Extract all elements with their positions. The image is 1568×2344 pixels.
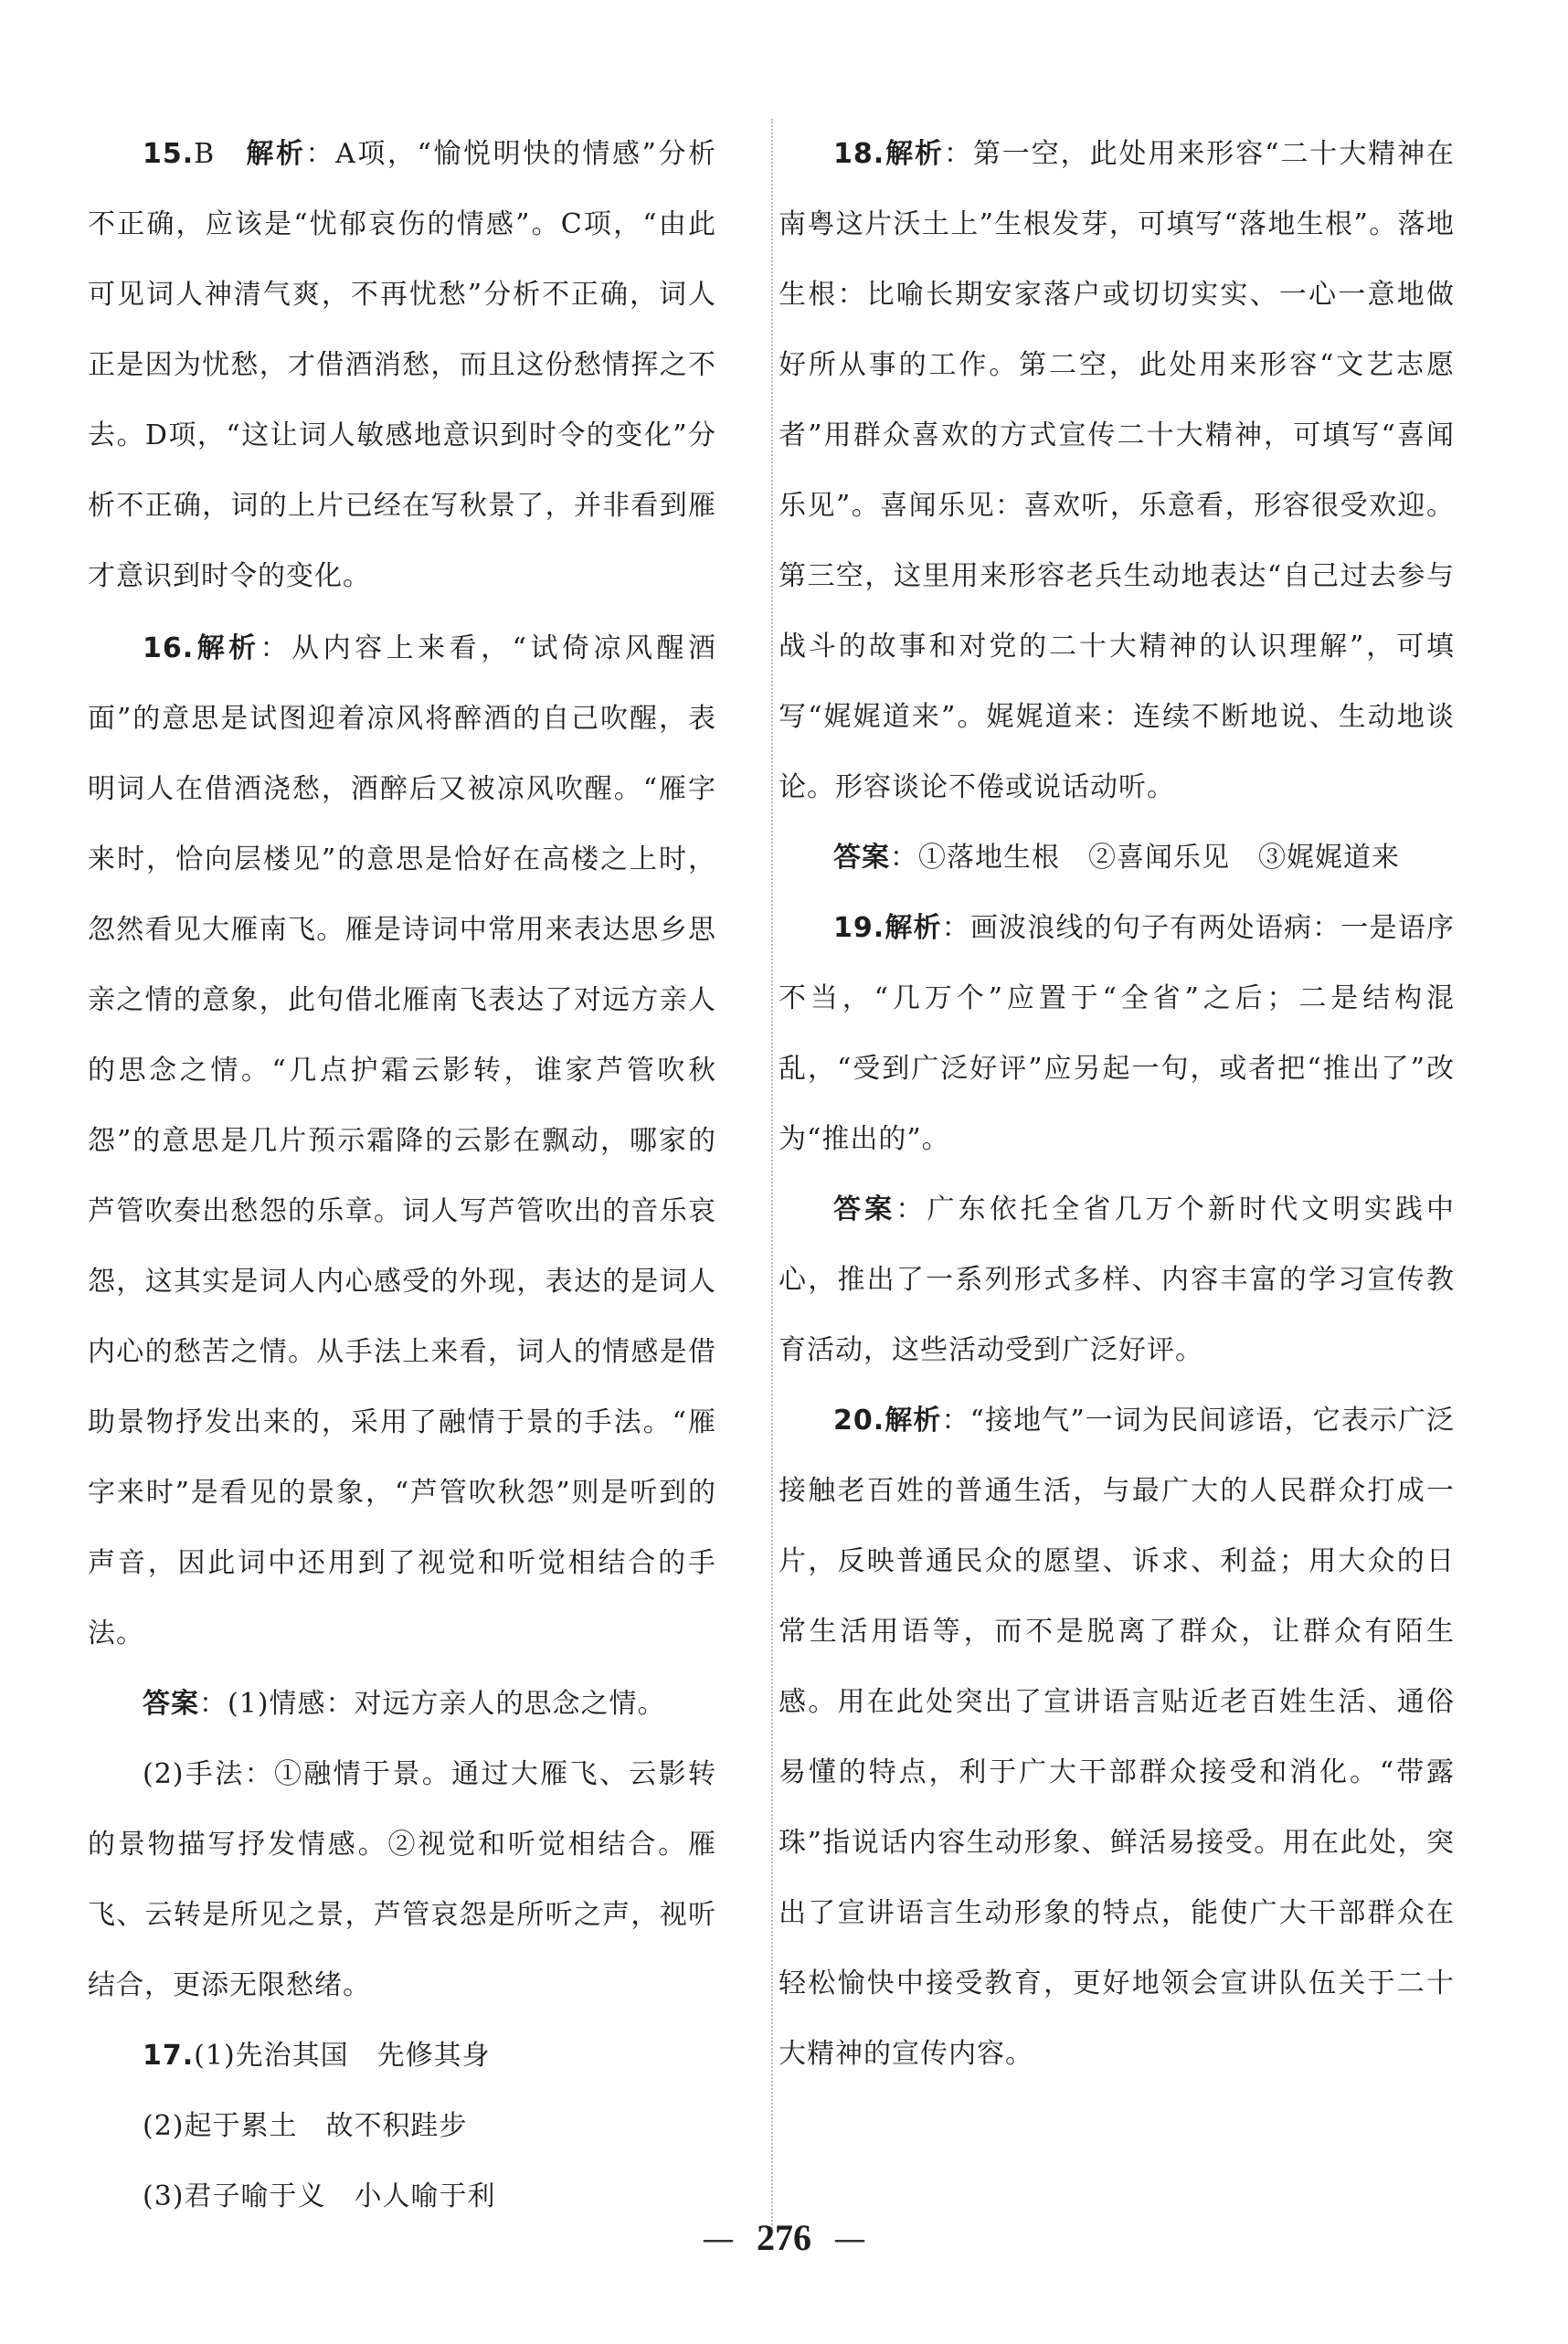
- q20-number: 20.: [833, 1405, 885, 1437]
- q16-analysis-text: 从内容上来看，“试倚凉风醒酒面”的意思是试图迎着凉风将醉酒的自己吹醒，表明词人在借酒浇愁，酒醉后又被凉风吹醒。“雁字来时，恰向层楼见”的意思是恰好在高楼之上时，忽然看见大雁南飞。雁是诗词中常用来表达思乡思亲之情的意象，此句借北雁南飞表达了对远方亲人的思念之情。“几点护霜云影转，谁家芦管吹秋怨”的意思是几片预示霜降的云影在飘动，哪家的芦管吹奏出愁怨的乐章。词人写芦管吹出的音乐哀怨，这其实是词人内心感受的外现，表达的是词人内心的愁苦之情。从手法上来看，词人的情感是借助景物抒发出来的，采用了融情于景的手法。“雁字来时”是看见的景象，“芦管吹秋怨”则是听到的声音，因此词中还用到了视觉和听觉相结合的手法。: [88, 632, 716, 1649]
- two-column-body: [88, 119, 1499, 2232]
- q15-colon: ：: [305, 138, 336, 170]
- q18-answer: [779, 822, 1455, 893]
- q19-analysis-text: 画波浪线的句子有两处语病：一是语序不当，“几万个”应置于“全省”之后；二是结构混乱，“受到广泛好评”应另起一句，或者把“推出了”改为“推出的”。: [779, 912, 1456, 1155]
- q15-answer-letter: B: [194, 138, 216, 170]
- q18-number: 18.: [833, 138, 885, 170]
- q19-analysis: [779, 893, 1455, 1174]
- q15-number: 15.: [143, 138, 195, 170]
- q16-analysis: [88, 613, 716, 1669]
- q20-analysis-text: “接地气”一词为民间谚语，它表示广泛接触老百姓的普通生活，与最广大的人民群众打成一片，反映普通民众的愿望、诉求、利益；用大众的日常生活用语等，而不是脱离了群众，让群众有陌生感。用在此处突出了宣讲语言贴近老百姓生活、通俗易懂的特点，利于广大干部群众接受和消化。“带露珠”指说话内容生动形象、鲜活易接受。用在此处，突出了宣讲语言生动形象的特点，能使广大干部群众在轻松愉快中接受教育，更好地领会宣讲队伍关于二十大精神的宣传内容。: [779, 1405, 1455, 2070]
- column-divider: [771, 119, 773, 2232]
- q19-answer-text: 广东依托全省几万个新时代文明实践中心，推出了一系列形式多样、内容丰富的学习宣传教育活动，这些活动受到广泛好评。: [779, 1193, 1456, 1366]
- right-column: [742, 119, 1455, 2232]
- q19-colon: ：: [941, 912, 970, 944]
- q17-line-3: (3)君子喻于义 小人喻于利: [143, 2180, 496, 2212]
- q15-analysis-text: A项，“愉悦明快的情感”分析不正确，应该是“忧郁哀伤的情感”。C项，“由此可见词人神清气爽，不再忧愁”分析不正确，词人正是因为忧愁，才借酒消愁，而且这份愁情挥之不去。D项，“这让词人敏感地意识到时令的变化”分析不正确，词的上片已经在写秋景了，并非看到雁才意识到时令的变化。: [88, 138, 717, 592]
- q16-analysis-label: 解析: [194, 632, 260, 664]
- page-number: 276: [757, 2217, 811, 2258]
- q19-answer: [779, 1174, 1455, 1385]
- q18-answer-text: ①落地生根 ②喜闻乐见 ③娓娓道来: [918, 842, 1400, 874]
- q18-colon: ：: [943, 138, 973, 170]
- q17-line-1: [88, 2021, 716, 2091]
- q18-analysis-label: 解析: [885, 138, 944, 170]
- q18-answer-label: 答案: [833, 842, 890, 874]
- footer-dash-right: —: [833, 2221, 866, 2258]
- q18-answer-colon: ：: [890, 842, 918, 874]
- q17-answer-1: (1)先治其国 先修其身: [194, 2040, 491, 2072]
- q15-analysis-label: 解析: [246, 138, 306, 170]
- page-footer: [0, 2216, 1568, 2259]
- q20-colon: ：: [941, 1405, 970, 1437]
- left-column: [88, 119, 742, 2232]
- q18-analysis: [779, 119, 1455, 822]
- q20-analysis-label: 解析: [885, 1405, 942, 1437]
- q16-answer: [88, 1669, 716, 1739]
- q17-line-2: (2)起于累土 故不积跬步: [143, 2110, 468, 2142]
- q16-answer-1: (1)情感：对远方亲人的思念之情。: [228, 1688, 666, 1720]
- footer-dash-left: —: [702, 2221, 735, 2258]
- q17-number: 17.: [143, 2040, 195, 2072]
- q16-number: 16.: [143, 632, 195, 664]
- q20-analysis: [779, 1385, 1455, 2089]
- q16-answer-colon: ：: [199, 1688, 228, 1720]
- q19-answer-label: 答案: [833, 1193, 896, 1225]
- q16-answer-label: 答案: [143, 1688, 199, 1720]
- q19-number: 19.: [833, 912, 885, 944]
- q15-analysis: [88, 119, 716, 611]
- q16-colon: ：: [260, 632, 292, 664]
- q19-analysis-label: 解析: [885, 912, 942, 944]
- q19-answer-colon: ：: [895, 1193, 927, 1225]
- q18-analysis-text: 第一空，此处用来形容“二十大精神在南粤这片沃土上”生根发芽，可填写“落地生根”。落地生根：比喻长期安家落户或切切实实、一心一意地做好所从事的工作。第二空，此处用来形容“文艺志愿者”用群众喜欢的方式宣传二十大精神，可填写“喜闻乐见”。喜闻乐见：喜欢听，乐意看，形容很受欢迎。第三空，这里用来形容老兵生动地表达“自己过去参与战斗的故事和对党的二十大精神的认识理解”，可填写“娓娓道来”。娓娓道来：连续不断地说、生动地谈论。形容谈论不倦或说话动听。: [779, 138, 1456, 803]
- q16-answer-2: (2)手法：①融情于景。通过大雁飞、云影转的景物描写抒发情感。②视觉和听觉相结合。雁飞、云转是所见之景，芦管哀怨是所听之声，视听结合，更添无限愁绪。: [88, 1758, 716, 2001]
